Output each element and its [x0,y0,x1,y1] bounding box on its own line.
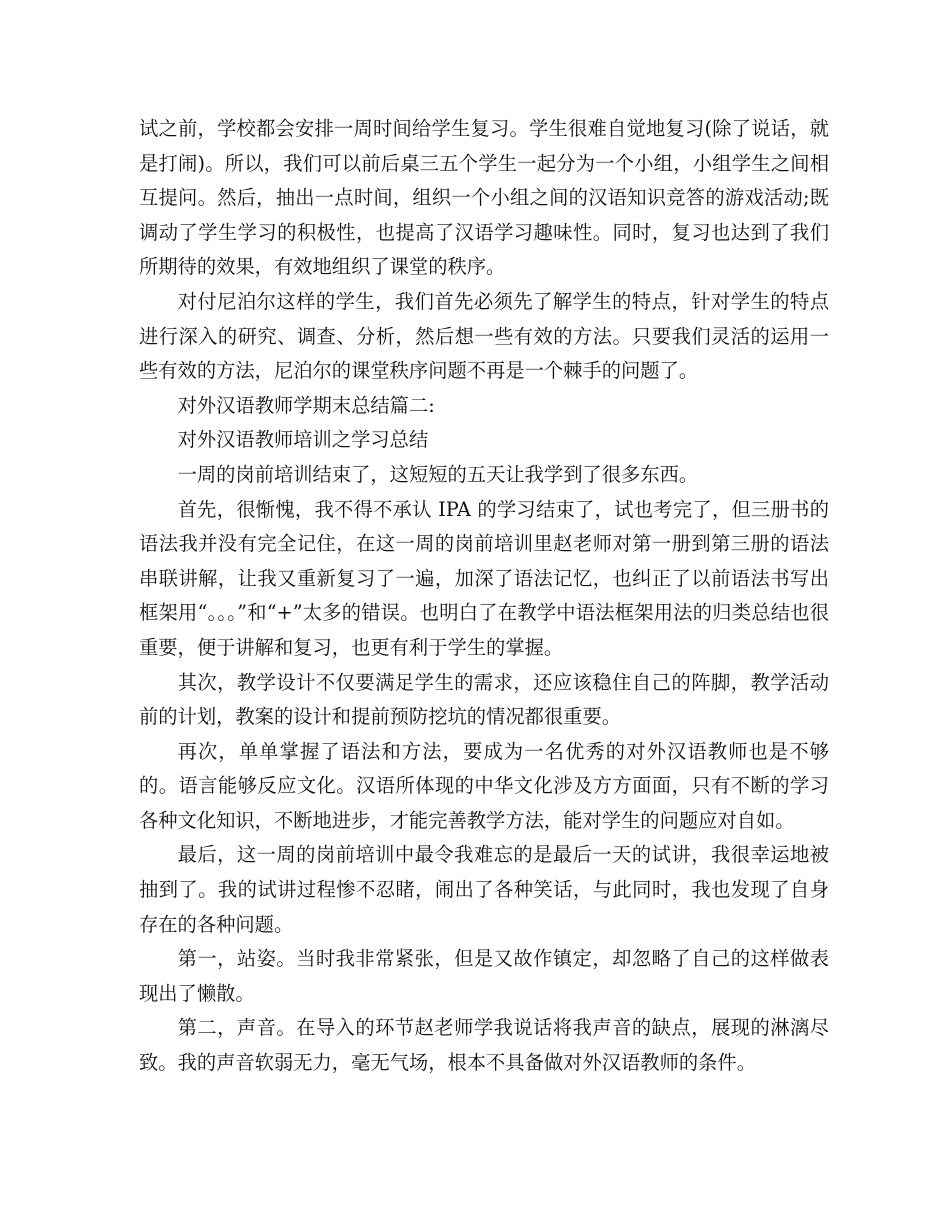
paragraph: 第二，声音。在导入的环节赵老师学我说话将我声音的缺点，展现的淋漓尽致。我的声音软弱无力，毫无气场，根本不具备做对外汉语教师的条件。 [139,1016,829,1075]
paragraph: 第一，站姿。当时我非常紧张，但是又故作镇定，却忽略了自己的这样做表现出了懒散。 [139,947,829,1005]
paragraph: 其次，教学设计不仅要满足学生的需求，还应该稳住自己的阵脚，教学活动前的计划，教案的设计和提前预防挖坑的情况都很重要。 [139,670,829,729]
paragraph: 再次，单单掌握了语法和方法，要成为一名优秀的对外汉语教师也是不够的。语言能够反应文化。汉语所体现的中华文化涉及方方面面，只有不断的学习各种文化知识，不断地进步，才能完善教学方法，能对学生的问题应对自如。 [139,739,829,832]
document-body [139,112,829,1081]
paragraph: 最后，这一周的岗前培训中最令我难忘的是最后一天的试讲，我很幸运地被抽到了。我的试讲过程惨不忍睹，闹出了各种笑话，与此同时，我也发现了自身存在的各种问题。 [139,843,829,936]
paragraph: 首先，很惭愧，我不得不承认 IPA 的学习结束了，试也考完了，但三册书的语法我并没有完全记住，在这一周的岗前培训里赵老师对第一册到第三册的语法串联讲解，让我又重新复习了一遍，加深了语法记忆，也纠正了以前语法书写出框架用“。。。”和“+”太多的错误。也明白了在教学中语法框架用法的归类总结也很重要，便于讲解和复习，也更有利于学生的掌握。 [139,497,829,659]
paragraph: 试之前，学校都会安排一周时间给学生复习。学生很难自觉地复习(除了说话，就是打闹)。所以，我们可以前后桌三五个学生一起分为一个小组，小组学生之间相互提问。然后，抽出一点时间，组织一个小组之间的汉语知识竞答的游戏活动;既调动了学生学习的积极性，也提高了汉语学习趣味性。同时，复习也达到了我们所期待的效果，有效地组织了课堂的秩序。 [139,117,829,279]
paragraph: 一周的岗前培训结束了，这短短的五天让我学到了很多东西。 [177,462,699,486]
paragraph: 对付尼泊尔这样的学生，我们首先必须先了解学生的特点，针对学生的特点进行深入的研究、调查、分析，然后想一些有效的方法。只要我们灵活的运用一些有效的方法，尼泊尔的课堂秩序问题不再是一个棘手的问题了。 [139,289,829,383]
section-heading: 对外汉语教师学期末总结篇二: [177,393,435,417]
section-subheading: 对外汉语教师培训之学习总结 [177,428,429,452]
